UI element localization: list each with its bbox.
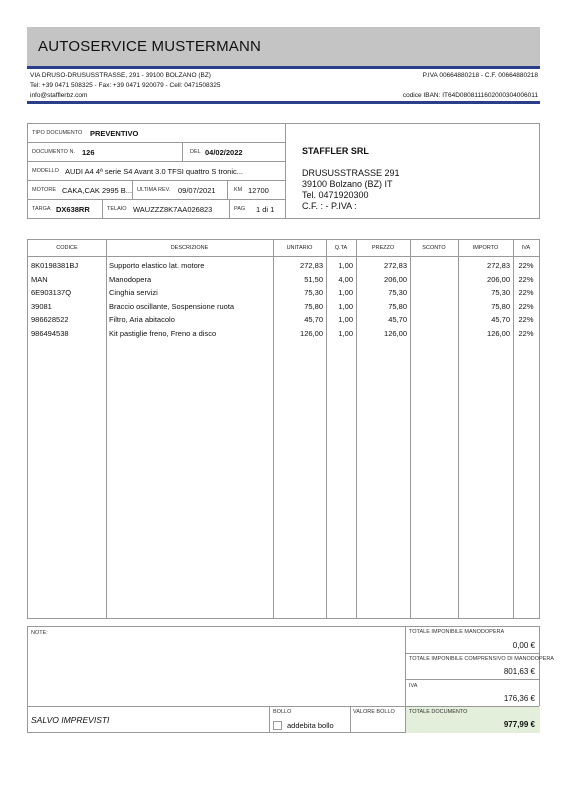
column-header-unit-price: UNITARIO <box>286 245 313 251</box>
cell-description: Filtro, Aria abitacolo <box>109 315 175 324</box>
cell-code: MAN <box>31 274 48 284</box>
taxable-total-label: TOTALE IMPONIBILE COMPRENSIVO DI MANODOPERA <box>409 656 554 662</box>
last-rev-value: 09/07/2021 <box>178 186 216 195</box>
items-table <box>27 239 540 619</box>
column-header-quantity: Q.TA <box>334 245 348 251</box>
taxable-total-value: 801,63 € <box>503 667 535 676</box>
cell-amount: 206,00 <box>487 274 510 284</box>
stamp-divider-2 <box>350 706 351 732</box>
cell-amount: 272,83 <box>487 261 510 270</box>
doc-date-label: DEL <box>190 149 201 155</box>
cell-quantity: 1,00 <box>338 301 353 311</box>
cell-price: 272,83 <box>384 261 407 270</box>
cell-unit-price: 272,83 <box>300 261 323 270</box>
company-vat: P.IVA 00664880218 - C.F. 00664880218 <box>422 72 538 79</box>
column-divider <box>410 240 411 618</box>
stamp-divider-1 <box>269 706 270 732</box>
cell-discount <box>413 274 455 286</box>
cell-quantity: 4,00 <box>338 274 353 284</box>
cell-vat: 22% <box>518 328 534 338</box>
company-banner <box>27 27 540 66</box>
chassis-label: TELAIO <box>107 206 127 212</box>
cell-code: 986628522 <box>31 315 69 324</box>
totals-rule-3 <box>28 706 539 707</box>
doc-number-value: 126 <box>82 148 95 157</box>
header-rule-bottom <box>27 101 540 104</box>
document-total-value: 977,99 € <box>503 720 535 729</box>
cell-discount <box>413 301 455 313</box>
cell-vat: 22% <box>518 315 534 324</box>
doc-type-label: TIPO DOCUMENTO <box>32 130 83 136</box>
column-divider <box>273 240 274 618</box>
cell-quantity: 1,00 <box>338 328 353 338</box>
engine-cell <box>28 181 133 199</box>
doc-number-row <box>28 143 285 162</box>
cell-code: 986494538 <box>31 328 69 338</box>
column-header-amount: IMPORTO <box>472 245 499 251</box>
cell-price: 75,80 <box>388 301 407 311</box>
company-iban: codice IBAN: IT64D0808111602000304006011 <box>402 92 538 99</box>
doc-type-row <box>28 124 285 143</box>
cell-discount <box>413 328 455 340</box>
cell-amount: 75,80 <box>491 301 510 311</box>
cell-vat: 22% <box>518 261 534 270</box>
plate-value: DX638RR <box>56 205 90 214</box>
cell-discount <box>413 260 455 272</box>
totals-rule-2 <box>406 679 540 680</box>
notes-label: NOTE: <box>31 630 48 636</box>
cell-quantity: 1,00 <box>338 261 353 270</box>
plate-row <box>28 200 285 219</box>
cell-code: 39081 <box>31 301 52 311</box>
labor-total-value: 0,00 € <box>512 641 535 650</box>
cell-vat: 22% <box>518 288 534 297</box>
cell-unit-price: 45,70 <box>304 315 323 324</box>
cell-description: Kit pastiglie freno, Freno a disco <box>109 328 217 338</box>
doc-date-value: 04/02/2022 <box>205 148 243 157</box>
remark-text: SALVO IMPREVISTI <box>31 715 110 725</box>
customer-name: STAFFLER SRL <box>302 146 369 156</box>
customer-tax: C.F. : - P.IVA : <box>302 201 357 211</box>
cell-amount: 126,00 <box>487 328 510 338</box>
stamp-checkbox-label: addebita bollo <box>287 721 334 730</box>
document-total-label: TOTALE DOCUMENTO <box>409 709 468 715</box>
cell-quantity: 1,00 <box>338 315 353 324</box>
company-email: info@stafflerbz.com <box>30 92 88 99</box>
stamp-label: BOLLO <box>273 709 292 715</box>
column-divider <box>326 240 327 618</box>
last-rev-cell <box>133 181 228 199</box>
totals-panel <box>27 626 554 733</box>
customer-phone: Tel. 0471920300 <box>302 190 369 200</box>
company-name: AUTOSERVICE MUSTERMANN <box>38 38 262 55</box>
last-rev-label: ULTIMA REV. <box>137 187 171 193</box>
cell-unit-price: 75,80 <box>304 301 323 311</box>
vat-total-value: 176,36 € <box>503 694 535 703</box>
table-header-rule <box>28 256 539 257</box>
cell-price: 126,00 <box>384 328 407 338</box>
cell-description: Cinghia servizi <box>109 288 158 297</box>
doc-number-cell <box>28 143 183 161</box>
totals-rule-1 <box>406 653 540 654</box>
doc-type-value: PREVENTIVO <box>90 129 139 138</box>
column-divider <box>513 240 514 618</box>
cell-quantity: 1,00 <box>338 288 353 297</box>
info-column-divider <box>285 124 286 218</box>
header-rule-top <box>27 66 540 69</box>
column-header-discount: SCONTO <box>422 245 446 251</box>
model-label: MODELLO <box>32 168 59 174</box>
page-value: 1 di 1 <box>256 205 275 214</box>
company-address: VIA DRUSO-DRUSUSSTRASSE, 291 - 39100 BOLZANO (BZ) <box>30 72 211 79</box>
column-header-description: DESCRIZIONE <box>170 245 209 251</box>
column-divider <box>356 240 357 618</box>
cell-description: Supporto elastico lat. motore <box>109 261 205 270</box>
model-value: AUDI A4 4ª serie S4 Avant 3.0 TFSI quattro S tronic... <box>65 167 244 176</box>
engine-label: MOTORE <box>32 187 57 193</box>
cell-unit-price: 75,30 <box>304 288 323 297</box>
cell-discount <box>413 287 455 299</box>
column-divider <box>458 240 459 618</box>
engine-row <box>28 181 285 200</box>
customer-street: DRUSUSSTRASSE 291 <box>302 168 400 178</box>
stamp-value-label: VALORE BOLLO <box>353 709 395 715</box>
plate-label: TARGA <box>32 206 51 212</box>
engine-value: CAKA,CAK 2995 B... <box>62 186 133 195</box>
cell-amount: 75,30 <box>491 288 510 297</box>
page-label: PAG <box>234 206 246 212</box>
cell-price: 45,70 <box>388 315 407 324</box>
customer-city: 39100 Bolzano (BZ) IT <box>302 179 393 189</box>
column-header-code: CODICE <box>56 245 78 251</box>
column-header-price: PREZZO <box>371 245 395 251</box>
cell-description: Braccio oscillante, Sospensione ruota <box>109 301 235 311</box>
doc-number-label: DOCUMENTO N. <box>32 149 75 155</box>
chassis-value: WAUZZZ8K7AA026823 <box>133 205 213 214</box>
stamp-checkbox[interactable] <box>273 721 282 730</box>
plate-cell <box>28 200 103 218</box>
cell-vat: 22% <box>518 274 534 284</box>
cell-code: 6E903137Q <box>31 288 72 297</box>
cell-price: 206,00 <box>384 274 407 284</box>
column-divider <box>106 240 107 618</box>
column-header-vat: IVA <box>521 245 531 251</box>
cell-code: 8K0198381BJ <box>31 261 79 270</box>
company-contacts: Tel: +39 0471 508325 - Fax: +39 0471 920079 - Cell: 0471508325 <box>30 82 221 89</box>
cell-discount <box>413 314 455 326</box>
cell-unit-price: 126,00 <box>300 328 323 338</box>
labor-total-label: TOTALE IMPONIBILE MANODOPERA <box>409 629 505 635</box>
chassis-cell <box>103 200 230 218</box>
cell-price: 75,30 <box>388 288 407 297</box>
cell-description: Manodopera <box>109 274 152 284</box>
model-row <box>28 162 285 181</box>
cell-vat: 22% <box>518 301 534 311</box>
cell-unit-price: 51,50 <box>304 274 323 284</box>
document-info-panel <box>27 123 540 219</box>
cell-amount: 45,70 <box>491 315 510 324</box>
vat-total-label: IVA <box>409 683 418 689</box>
km-label: KM <box>234 187 243 193</box>
km-value: 12700 <box>248 186 269 195</box>
